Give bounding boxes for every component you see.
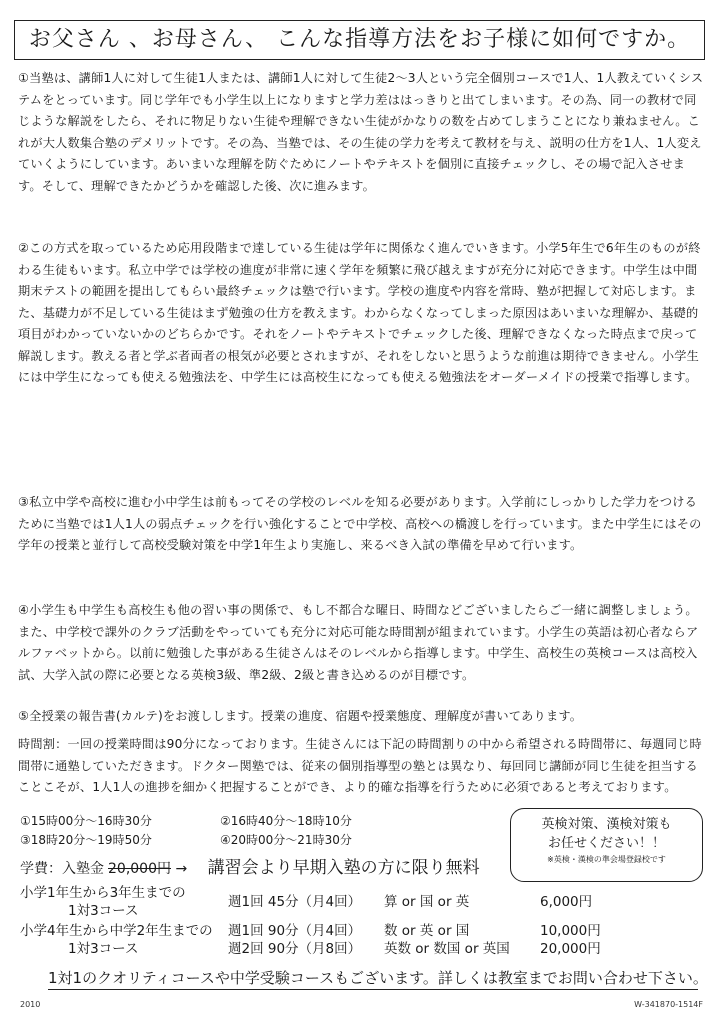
course-2-sub: 1対3コース: [68, 941, 139, 957]
timeslot-list: [20, 812, 420, 850]
course-1-row-1-schedule: 週1回 45分（月4回）: [228, 894, 362, 910]
course-2-row-2-price: 20,000円: [540, 941, 601, 957]
callout-line-3: ※英検・漢検の準会場登録校です: [547, 855, 666, 864]
exam-support-callout: [510, 808, 703, 882]
course-1-row-1-price: 6,000円: [540, 894, 593, 910]
course-2-row-1-schedule: 週1回 90分（月4回）: [228, 923, 362, 939]
fee-note: 講習会より早期入塾の方に限り無料: [207, 858, 480, 878]
paragraph-3: ③私立中学や高校に進む小中学生は前もってその学校のレベルを知る必要があります。入学前にしっかりした学力をつけるために当塾では1人1人の弱点チェックを行い強化することで中学校、高校への橋渡しを行っています。また中学生にはその学年の授業と並行して高校受験対策を中学1年生より実施し、来るべき入試の準備を早めて行います。: [18, 495, 702, 552]
page-title: お父さん 、お母さん、 こんな指導方法をお子様に如何ですか。: [14, 20, 705, 60]
paragraph-5: ⑤全授業の報告書(カルテ)をお渡しします。授業の進度、宿題や授業態度、理解度が書いてあります。: [18, 709, 583, 723]
print-year: 2010: [20, 1000, 41, 1009]
timeslot-2: ②16時40分～18時10分: [220, 814, 352, 828]
course-1-sub: 1対3コース: [68, 903, 139, 919]
course-2-row-2-schedule: 週2回 90分（月8回）: [228, 941, 362, 957]
timeslot-4: ④20時00分～21時30分: [220, 833, 352, 847]
footer-contact-note: 1対1のクオリティコースや中学受験コースもございます。詳しくは教室までお問い合わせ下さい。: [48, 968, 698, 990]
course-2-row-2-subjects: 英数 or 数国 or 英国: [384, 941, 510, 957]
timeslot-1: ①15時00分～16時30分: [20, 814, 152, 828]
paragraph-2: ②この方式を取っているため応用段階まで達している生徒は学年に関係なく進んでいきます。小学5年生で6年生のものが終わる生徒もいます。私立中学では学校の進度が非常に速く学年を頻繁に飛び越えますが充分に対応できます。中学生は中間期末テストの範囲を提出してもらい最終チェックは塾で行います。学校の進度や内容を常時、塾が把握して対応します。また、基礎力が不足している生徒はまず勉強の仕方を教えます。わからなくなってしまった原因はあいまいな理解か、基礎的項目がわかっていないかのどちらかです。それをノートやテキストでチェックした後、理解できなくなった時点まで戻って解説します。教える者と学ぶ者両者の根気が必要とされますが、それをしないと思うような前進は期待できません。小学生には中学生になっても使える勉強法を、中学生には高校生になっても使える勉強法をオーダーメイドの授業で指導します。: [18, 241, 701, 384]
fee-old-price: 20,000円: [108, 861, 171, 877]
callout-line-1: 英検対策、漢検対策も: [541, 817, 672, 832]
course-1-row-1-subjects: 算 or 国 or 英: [384, 894, 470, 910]
document-code: W-341870-1514F: [634, 1000, 703, 1009]
admission-fee: [20, 858, 520, 879]
course-2-row-1-subjects: 数 or 英 or 国: [384, 923, 470, 939]
callout-line-2: お任せください！！: [547, 836, 665, 851]
paragraph-1: ①当塾は、講師1人に対して生徒1人または、講師1人に対して生徒2～3人という完全個別コースで1人、1人教えていくシステムをとっています。同じ学年でも小学生以上になりますと学力差ははっきりと出てしまいます。その為、同一の教材で同じような解説をしたら、それに物足りない生徒や理解できない生徒がかなりの数を占めてしまうことになり兼ねません。これが大人数集合塾のデメリットです。その為、当塾では、その生徒の学力を考えて教材を与え、説明の仕方を1人、1人変えていくようにしています。あいまいな理解を防ぐためにノートやテキストを個別に直接チェックし、その場で記入させます。そして、理解できたかどうかを確認した後、次に進みます。: [18, 71, 704, 193]
timeslot-3: ③18時20分～19時50分: [20, 833, 152, 847]
paragraph-4: ④小学生も中学生も高校生も他の習い事の関係で、もし不都合な曜日、時間などございましたらご一緒に調整しましょう。また、中学校で課外のクラブ活動をやっていても充分に対応可能な時間割が組まれています。小学生の英語は初心者ならアルファベットから。以前に勉強した事がある生徒さんはそのレベルから指導します。中学生、高校生の英検コースは高校入試、大学入試の際に必要となる英検3級、準2級、2級と書き込めるのが目標です。: [18, 603, 699, 682]
arrow-icon: →: [175, 861, 188, 877]
paragraph-timetable: 時間割：一回の授業時間は90分になっております。生徒さんには下記の時間割りの中から希望される時間帯に、毎週同じ時間帯に通塾していただきます。ドクター関塾では、従来の個別指導型の塾とは異なり、毎回同じ講師が同じ生徒を担当することこそが、1人1人の進捗を細かく把握することができ、より的確な指導を行うために必須であると考えております。: [18, 737, 702, 794]
fee-label: 学費：入塾金: [20, 861, 104, 877]
course-1-title: 小学1年生から3年生までの: [20, 885, 186, 901]
course-2-row-1-price: 10,000円: [540, 923, 601, 939]
course-2-title: 小学4年生から中学2年生までの: [20, 923, 213, 939]
